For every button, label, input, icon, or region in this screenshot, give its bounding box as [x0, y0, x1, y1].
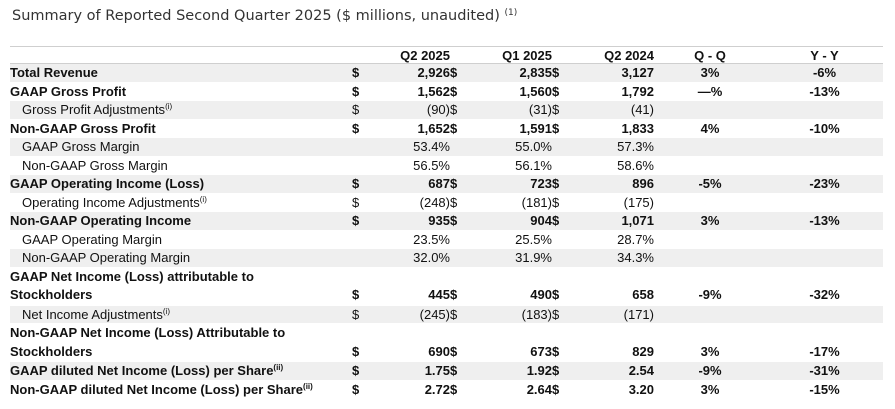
change-qq — [654, 249, 766, 268]
header-yy: Y - Y — [766, 47, 883, 64]
change-yy — [766, 101, 883, 120]
table-row — [10, 380, 883, 399]
change-qq: 3% — [654, 380, 766, 399]
currency-q2-2024: $ — [552, 362, 572, 381]
currency-q2-2024: $ — [552, 193, 572, 212]
row-label-text: Gross Profit Adjustments — [22, 102, 166, 118]
row-label-text: Non-GAAP Operating Margin — [22, 250, 191, 266]
currency-q1-2025: $ — [450, 175, 470, 194]
currency-q1-2025: $ — [450, 380, 470, 399]
change-yy — [766, 138, 883, 157]
row-label-text-line2: Stockholders — [10, 343, 93, 359]
title-footnote: (1) — [504, 8, 518, 18]
table-row — [10, 193, 883, 212]
value-q1-2025: 31.9% — [470, 249, 552, 268]
currency-q2-2024 — [552, 138, 572, 157]
value-q2-2025: 2.72 — [372, 380, 450, 399]
currency-q1-2025: $ — [450, 267, 470, 305]
table-row — [10, 249, 883, 268]
row-label-text: GAAP Operating Income (Loss) — [10, 176, 205, 192]
value-q2-2025: 1,562 — [372, 82, 450, 101]
value-q2-2024: 1,833 — [572, 119, 654, 138]
value-q2-2024: 58.6% — [572, 156, 654, 175]
row-label-text: GAAP diluted Net Income (Loss) per Share — [10, 363, 274, 379]
value-q1-2025: (31) — [470, 101, 552, 120]
change-qq: -9% — [654, 267, 766, 305]
row-label-text: GAAP Gross Margin — [22, 139, 140, 155]
value-q2-2024: 28.7% — [572, 230, 654, 249]
value-q1-2025: 2.64 — [470, 380, 552, 399]
value-q2-2025: 687 — [372, 175, 450, 194]
header-q2-2025: Q2 2025 — [372, 47, 450, 64]
change-qq: -5% — [654, 175, 766, 194]
header-cur-spacer — [352, 47, 372, 64]
value-q2-2024: (175) — [572, 193, 654, 212]
currency-q2-2024: $ — [552, 267, 572, 305]
change-qq: —% — [654, 82, 766, 101]
value-q1-2025: (183) — [470, 305, 552, 324]
value-q1-2025: 55.0% — [470, 138, 552, 157]
row-label — [10, 101, 352, 120]
value-q2-2024: 57.3% — [572, 138, 654, 157]
value-q1-2025: 673 — [470, 324, 552, 362]
change-qq: 4% — [654, 119, 766, 138]
currency-q1-2025: $ — [450, 324, 470, 362]
value-q2-2024: (41) — [572, 101, 654, 120]
table-title — [12, 8, 517, 24]
change-yy — [766, 156, 883, 175]
value-q2-2025: 2,926 — [372, 64, 450, 83]
currency-q2-2025 — [352, 249, 372, 268]
change-qq — [654, 156, 766, 175]
currency-q2-2025: $ — [352, 82, 372, 101]
value-q2-2025: 23.5% — [372, 230, 450, 249]
row-label-text-line2: Stockholders — [10, 287, 93, 302]
currency-q2-2024 — [552, 156, 572, 175]
currency-q1-2025 — [450, 138, 470, 157]
table-row — [10, 305, 883, 324]
row-label — [10, 305, 352, 324]
change-yy: -17% — [766, 324, 883, 362]
change-qq — [654, 101, 766, 120]
row-label-text: Non-GAAP Gross Margin — [22, 157, 168, 173]
currency-q1-2025 — [450, 156, 470, 175]
row-label — [10, 82, 352, 101]
row-footnote: (i) — [165, 102, 173, 112]
row-label-text: Total Revenue — [10, 65, 98, 81]
header-q2-2024: Q2 2024 — [572, 47, 654, 64]
value-q2-2025: (248) — [372, 193, 450, 212]
row-label-text: GAAP Net Income (Loss) attributable to — [10, 268, 254, 284]
value-q1-2025: 25.5% — [470, 230, 552, 249]
currency-q2-2025: $ — [352, 175, 372, 194]
row-label — [10, 212, 352, 231]
change-qq — [654, 305, 766, 324]
value-q2-2025: (245) — [372, 305, 450, 324]
row-label — [10, 156, 352, 175]
row-label-text: GAAP Gross Profit — [10, 83, 127, 99]
table-row — [10, 230, 883, 249]
currency-q2-2025: $ — [352, 101, 372, 120]
header-cur-spacer — [450, 47, 470, 64]
currency-q2-2024: $ — [552, 324, 572, 362]
change-yy: -10% — [766, 119, 883, 138]
currency-q2-2024: $ — [552, 212, 572, 231]
value-q1-2025: 2,835 — [470, 64, 552, 83]
table-row — [10, 156, 883, 175]
value-q2-2024: 3,127 — [572, 64, 654, 83]
value-q2-2024: 829 — [572, 324, 654, 362]
change-qq — [654, 230, 766, 249]
table-row — [10, 362, 883, 381]
row-label — [10, 230, 352, 249]
row-label — [10, 175, 352, 194]
currency-q2-2025: $ — [352, 119, 372, 138]
currency-q2-2024: $ — [552, 119, 572, 138]
currency-q2-2024: $ — [552, 64, 572, 83]
row-label-text: Non-GAAP diluted Net Income (Loss) per Share — [10, 381, 304, 397]
row-label — [10, 64, 352, 83]
currency-q1-2025: $ — [450, 101, 470, 120]
value-q1-2025: (181) — [470, 193, 552, 212]
currency-q1-2025: $ — [450, 305, 470, 324]
table-row — [10, 138, 883, 157]
table-row — [10, 119, 883, 138]
currency-q2-2025: $ — [352, 362, 372, 381]
row-label — [10, 249, 352, 268]
currency-q1-2025: $ — [450, 119, 470, 138]
row-label-text: Net Income Adjustments — [22, 306, 163, 322]
row-footnote: (i) — [199, 194, 207, 204]
value-q2-2024: 1,792 — [572, 82, 654, 101]
currency-q2-2025: $ — [352, 64, 372, 83]
value-q2-2024: (171) — [572, 305, 654, 324]
row-label — [10, 193, 352, 212]
currency-q1-2025: $ — [450, 82, 470, 101]
table-body — [10, 64, 883, 399]
currency-q1-2025: $ — [450, 193, 470, 212]
row-label-text: Non-GAAP Gross Profit — [10, 120, 156, 136]
change-yy — [766, 230, 883, 249]
value-q2-2024: 2.54 — [572, 362, 654, 381]
change-yy: -13% — [766, 82, 883, 101]
table-row — [10, 82, 883, 101]
table-row — [10, 64, 883, 83]
value-q2-2025: 690 — [372, 324, 450, 362]
row-label-text: GAAP Operating Margin — [22, 231, 162, 247]
value-q1-2025: 904 — [470, 212, 552, 231]
change-yy: -32% — [766, 267, 883, 305]
row-footnote: (ii) — [303, 381, 313, 391]
value-q1-2025: 1.92 — [470, 362, 552, 381]
currency-q2-2024: $ — [552, 82, 572, 101]
value-q2-2025: 56.5% — [372, 156, 450, 175]
table-row — [10, 267, 883, 305]
row-label — [10, 119, 352, 138]
value-q2-2025: 1,652 — [372, 119, 450, 138]
value-q2-2025: 53.4% — [372, 138, 450, 157]
currency-q2-2024: $ — [552, 101, 572, 120]
currency-q2-2025: $ — [352, 193, 372, 212]
change-yy — [766, 193, 883, 212]
currency-q2-2025: $ — [352, 305, 372, 324]
value-q2-2024: 3.20 — [572, 380, 654, 399]
currency-q2-2025: $ — [352, 212, 372, 231]
row-label — [10, 324, 352, 362]
value-q2-2024: 896 — [572, 175, 654, 194]
table-row — [10, 212, 883, 231]
financial-summary-table — [10, 46, 883, 399]
row-label-text: Non-GAAP Operating Income — [10, 213, 192, 229]
currency-q2-2024 — [552, 230, 572, 249]
change-yy: -13% — [766, 212, 883, 231]
currency-q2-2024 — [552, 249, 572, 268]
row-footnote: (i) — [162, 306, 171, 316]
value-q2-2025: 32.0% — [372, 249, 450, 268]
change-qq: -9% — [654, 362, 766, 381]
currency-q2-2024: $ — [552, 380, 572, 399]
table-row — [10, 324, 883, 362]
change-yy: -31% — [766, 362, 883, 381]
currency-q2-2025 — [352, 156, 372, 175]
change-qq: 3% — [654, 324, 766, 362]
value-q2-2025: 1.75 — [372, 362, 450, 381]
value-q1-2025: 723 — [470, 175, 552, 194]
row-label — [10, 380, 352, 399]
value-q2-2024: 1,071 — [572, 212, 654, 231]
header-label-spacer — [10, 47, 352, 64]
table-row — [10, 101, 883, 120]
value-q2-2024: 658 — [572, 267, 654, 305]
row-label-text: Non-GAAP Net Income (Loss) Attributable to — [10, 325, 286, 340]
header-qq: Q - Q — [654, 47, 766, 64]
value-q2-2024: 34.3% — [572, 249, 654, 268]
value-q1-2025: 490 — [470, 267, 552, 305]
currency-q2-2025: $ — [352, 267, 372, 305]
change-qq — [654, 138, 766, 157]
change-qq: 3% — [654, 64, 766, 83]
table-header-row — [10, 47, 883, 64]
currency-q1-2025 — [450, 230, 470, 249]
currency-q2-2025 — [352, 230, 372, 249]
row-label-text: Operating Income Adjustments — [22, 194, 200, 210]
value-q2-2025: 445 — [372, 267, 450, 305]
change-yy: -23% — [766, 175, 883, 194]
change-qq: 3% — [654, 212, 766, 231]
value-q1-2025: 56.1% — [470, 156, 552, 175]
row-label — [10, 267, 352, 305]
currency-q1-2025: $ — [450, 362, 470, 381]
currency-q2-2025: $ — [352, 324, 372, 362]
currency-q2-2025 — [352, 138, 372, 157]
change-qq — [654, 193, 766, 212]
change-yy — [766, 249, 883, 268]
change-yy — [766, 305, 883, 324]
change-yy: -6% — [766, 64, 883, 83]
currency-q1-2025 — [450, 249, 470, 268]
currency-q2-2024: $ — [552, 305, 572, 324]
header-cur-spacer — [552, 47, 572, 64]
row-label — [10, 362, 352, 381]
value-q2-2025: (90) — [372, 101, 450, 120]
value-q1-2025: 1,560 — [470, 82, 552, 101]
value-q2-2025: 935 — [372, 212, 450, 231]
currency-q2-2024: $ — [552, 175, 572, 194]
value-q1-2025: 1,591 — [470, 119, 552, 138]
currency-q1-2025: $ — [450, 64, 470, 83]
title-text: Summary of Reported Second Quarter 2025 ($ millions, unaudited) — [12, 8, 500, 24]
header-q1-2025: Q1 2025 — [470, 47, 552, 64]
row-footnote: (ii) — [273, 363, 284, 373]
table-row — [10, 175, 883, 194]
currency-q2-2025: $ — [352, 380, 372, 399]
change-yy: -15% — [766, 380, 883, 399]
row-label — [10, 138, 352, 157]
currency-q1-2025: $ — [450, 212, 470, 231]
